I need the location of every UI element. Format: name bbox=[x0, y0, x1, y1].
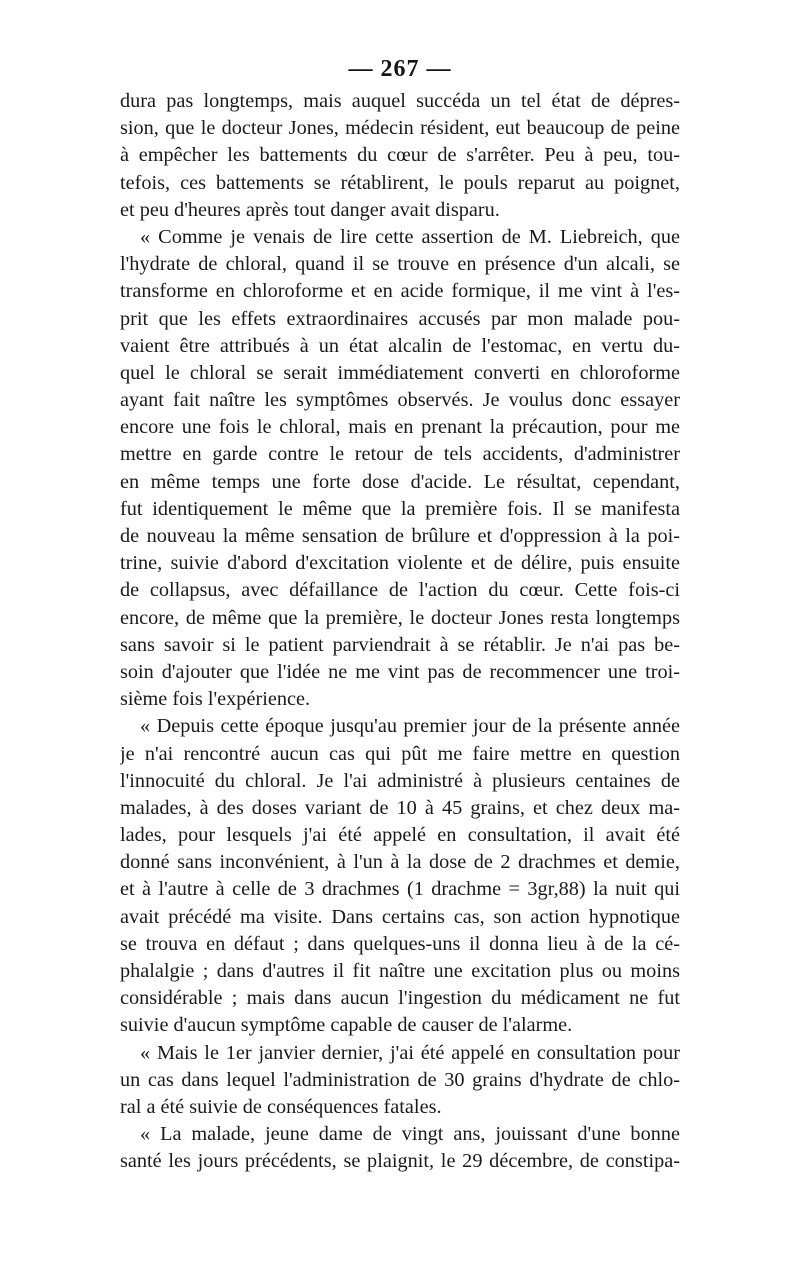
text-line: phalalgie ; dans d'autres il fit naître une excitation plus ou moins bbox=[120, 960, 680, 982]
text-line: ayant fait naître les symptômes observés. Je voulus donc essayer bbox=[120, 389, 680, 412]
text-line: « La malade, jeune dame de vingt ans, jouissant d'une bonne bbox=[140, 1123, 680, 1146]
text-line: je n'ai rencontré aucun cas qui pût me faire mettre en question bbox=[120, 742, 680, 765]
text-line: de collapsus, avec défaillance de l'action du cœur. Cette fois-ci bbox=[120, 579, 680, 602]
text-line: et peu d'heures après tout danger avait disparu. bbox=[120, 198, 500, 221]
text-line: l'innocuité du chloral. Je l'ai administré à plusieurs centaines de bbox=[120, 769, 680, 792]
text-line: l'hydrate de chloral, quand il se trouve en présence d'un alcali, se bbox=[120, 253, 680, 276]
text-line: ral a été suivie de conséquences fatales. bbox=[120, 1095, 442, 1118]
text-line: un cas dans lequel l'administration de 30 grains d'hydrate de chlo- bbox=[120, 1068, 680, 1091]
text-line: tefois, ces battements se rétablirent, le pouls reparut au poignet, bbox=[120, 171, 680, 194]
page-number: — 267 — bbox=[348, 56, 452, 82]
text-line: lades, pour lesquels j'ai été appelé en consultation, il avait été bbox=[120, 824, 680, 847]
text-line: encore, de même que la première, le docteur Jones resta longtemps bbox=[120, 606, 680, 629]
text-line: suivie d'aucun symptôme capable de causer de l'alarme. bbox=[120, 1014, 573, 1037]
text-line: mettre en garde contre le retour de tels accidents, d'administrer bbox=[120, 443, 680, 466]
text-line: dura pas longtemps, mais auquel succéda un tel état de dépres- bbox=[120, 90, 680, 112]
text-line: trine, suivie d'abord d'excitation violente et de délire, puis ensuite bbox=[120, 552, 680, 575]
text-line: se trouva en défaut ; dans quelques-uns il donna lieu à de la cé- bbox=[120, 932, 680, 955]
text-line: sion, que le docteur Jones, médecin résident, eut beaucoup de peine bbox=[120, 117, 680, 140]
text-line: sans savoir si le patient parviendrait à se rétablir. Je n'ai pas be- bbox=[120, 633, 680, 656]
text-line: « Comme je venais de lire cette assertion de M. Liebreich, que bbox=[140, 225, 680, 248]
text-line: et à l'autre à celle de 3 drachmes (1 drachme = 3gr,88) la nuit qui bbox=[120, 878, 680, 901]
text-line: « Depuis cette époque jusqu'au premier jour de la présente année bbox=[140, 715, 680, 738]
text-line: de nouveau la même sensation de brûlure et d'oppression à la poi- bbox=[120, 525, 680, 547]
text-line: vaient être attribués à un état alcalin de l'estomac, en vertu du- bbox=[120, 334, 680, 357]
text-line: encore une fois le chloral, mais en prenant la précaution, pour me bbox=[120, 416, 680, 439]
text-line: donné sans inconvénient, à l'un à la dose de 2 drachmes et demie, bbox=[120, 851, 680, 874]
text-line: prit que les effets extraordinaires accusés par mon malade pou- bbox=[120, 307, 680, 330]
text-line: sième fois l'expérience. bbox=[120, 688, 311, 711]
text-line: quel le chloral se serait immédiatement converti en chloroforme bbox=[120, 361, 680, 384]
text-line: « Mais le 1er janvier dernier, j'ai été appelé en consultation pour bbox=[140, 1041, 680, 1064]
text-line: à empêcher les battements du cœur de s'arrêter. Peu à peu, tou- bbox=[120, 144, 680, 167]
text-line: en même temps une forte dose d'acide. Le résultat, cependant, bbox=[120, 470, 680, 493]
text-line: avait précédé ma visite. Dans certains cas, son action hypnotique bbox=[120, 905, 680, 928]
text-line: malades, à des doses variant de 10 à 45 grains, et chez deux ma- bbox=[120, 796, 680, 819]
text-line: fut identiquement le même que la première fois. Il se manifesta bbox=[120, 497, 680, 520]
text-line: considérable ; mais dans aucun l'ingestion du médicament ne fut bbox=[120, 987, 680, 1010]
text-line: soin d'ajouter que l'idée ne me vint pas de recommencer une troi- bbox=[120, 660, 680, 683]
body-text bbox=[120, 88, 680, 1176]
text-line: transforme en chloroforme et en acide formique, il me vint à l'es- bbox=[120, 280, 680, 303]
text-line: santé les jours précédents, se plaignit, le 29 décembre, de constipa- bbox=[120, 1150, 680, 1173]
